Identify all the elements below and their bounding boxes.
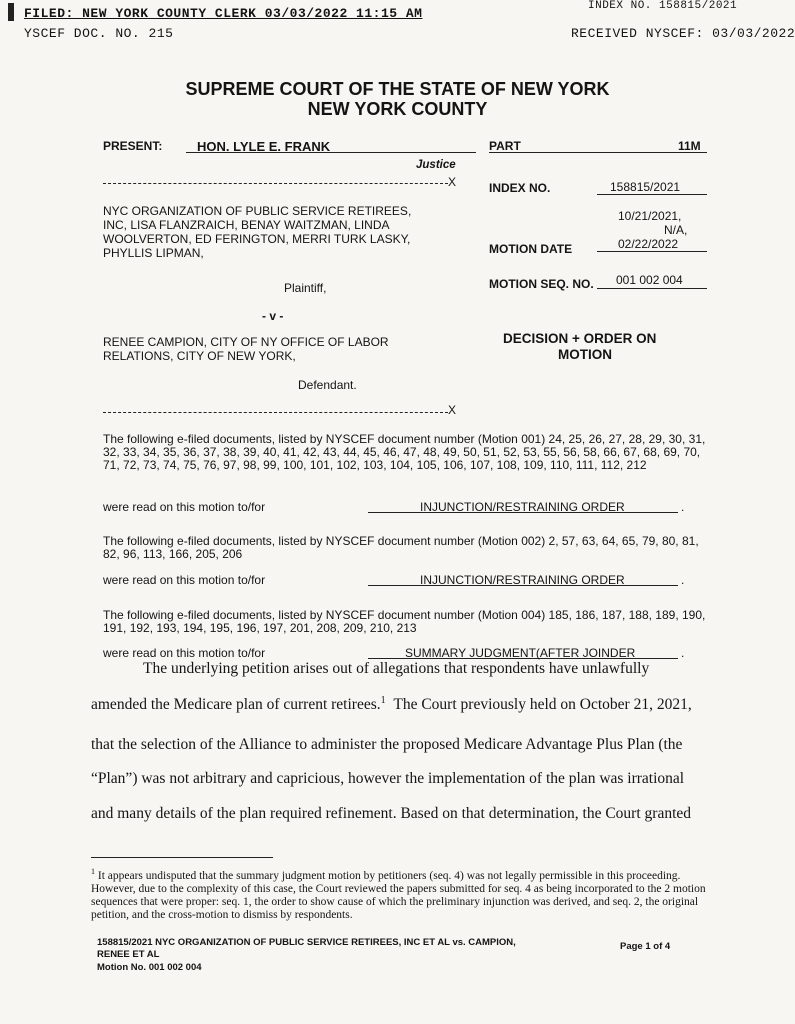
defendant-line-1: RENEE CAMPION, CITY OF NY OFFICE OF LABOR [103,335,389,349]
motion-date-underline [597,251,707,252]
body-line-2-text: amended the Medicare plan of current retirees. [91,696,381,714]
body-line-3: that the selection of the Alliance to administer the proposed Medicare Advantage Plus Plan (the [91,736,683,753]
motion-002-read-label: were read on this motion to/for [103,573,266,587]
motion-002-period: . [681,573,685,587]
judge-name: HON. LYLE E. FRANK [197,139,331,154]
part-underline [489,152,707,153]
motion-004-read-label: were read on this motion to/for [103,646,266,660]
motion-date-3: 02/22/2022 [618,237,679,251]
caption-x-bottom: X [448,403,457,417]
footnote-rule [91,857,273,858]
decision-title-2: MOTION [558,347,612,362]
motion-002-relief: INJUNCTION/RESTRAINING ORDER [420,573,625,587]
motion-date-2: N/A, [664,223,688,237]
county-title: NEW YORK COUNTY [307,99,488,119]
plaintiff-line-2: INC, LISA FLANZRAICH, BENAY WAITZMAN, LINDA [103,218,390,232]
caption-top-rule [103,183,448,184]
index-value: 158815/2021 [610,180,681,194]
justice-label: Justice [416,159,456,171]
footnote-ref: 1 [380,695,386,706]
footer-case-line-1: 158815/2021 NYC ORGANIZATION OF PUBLIC SERVICE RETIREES, INC ET AL vs. CAMPION, [97,937,516,948]
footer-case-line-2: RENEE ET AL [97,949,160,960]
body-line-4: “Plan”) was not arbitrary and capricious, however the implementation of the plan was irrational [91,770,685,787]
motion-001-period: . [681,500,685,514]
part-value: 11M [678,139,701,153]
motion-001-read-label: were read on this motion to/for [103,500,266,514]
defendant-line-2: RELATIONS, CITY OF NEW YORK, [103,349,296,363]
plaintiff-line-1: NYC ORGANIZATION OF PUBLIC SERVICE RETIREES, [103,204,412,218]
motion-004-documents: The following e-filed documents, listed by NYSCEF document number (Motion 004) 185, 186, 187, 188, 189, 190, 191, 192, 193, 194, 195, 196, 197, 201, 208, 209, 210, 213 [103,608,706,635]
part-label: PART [489,139,521,153]
motion-date-1: 10/21/2021, [618,209,682,223]
motion-001-documents: The following e-filed documents, listed by NYSCEF document number (Motion 001) 24, 25, 26, 27, 28, 29, 30, 31, 32, 33, 34, 35, 36, 37, 38, 39, 40, 41, 42, 43, 44, 45, 46, 47, 48, 49, 50, 51, 52, 53, 55, 56, 58, 66, 67, 68, 69, 70, 71, 72, 73, 74, 75, 76, 97, 98, 99, 100, 101, 102, 103, 104, 105, 106, 107, 108, 109, 110, 111, 112, 212 [103,432,706,472]
filed-stamp: FILED: NEW YORK COUNTY CLERK 03/03/2022 11:15 AM [24,6,423,21]
footer-page-number: Page 1 of 4 [620,941,671,952]
body-line-5: and many details of the plan required refinement. Based on that determination, the Court granted [91,805,692,822]
court-title: SUPREME COURT OF THE STATE OF NEW YORK [185,79,610,99]
footnote-text: It appears undisputed that the summary judgment motion by petitioners (seq. 4) was not legally permissible in this proceeding. However, due to the complexity of this case, the Court reviewed the papers submitted for seq. 4 as being incorporated to the 2 motion sequences that were proper: seq. 1, the order to show cause of which the preliminary injunction was derived, and seq. 2, the original petition, and the cross-motion to dismiss by respondents. [91,869,706,921]
motion-004-relief: SUMMARY JUDGMENT(AFTER JOINDER [405,646,636,660]
index-label: INDEX NO. [489,181,551,195]
seq-label: MOTION SEQ. NO. [489,277,594,291]
motion-004-period: . [681,646,685,660]
versus: - v - [262,309,284,323]
seq-underline [597,288,707,289]
motion-date-label: MOTION DATE [489,242,573,256]
plaintiff-line-3: WOOLVERTON, ED FERINGTON, MERRI TURK LASKY, [103,232,411,246]
index-underline [597,194,707,195]
plaintiff-label: Plaintiff, [284,281,327,295]
present-label: PRESENT: [103,139,163,153]
motion-001-relief: INJUNCTION/RESTRAINING ORDER [420,500,625,514]
seq-value: 001 002 004 [616,273,683,287]
footnote-marker: 1 [91,867,95,876]
plaintiff-line-4: PHYLLIS LIPMAN, [103,246,204,260]
motion-002-documents: The following e-filed documents, listed by NYSCEF document number (Motion 002) 2, 57, 63, 64, 65, 79, 80, 81, 82, 96, 113, 166, 205, 206 [103,534,699,561]
caption-x-top: X [448,175,457,189]
decision-title-1: DECISION + ORDER ON [503,331,657,346]
doc-number: YSCEF DOC. NO. 215 [24,26,174,41]
body-line-2 [91,695,692,714]
footnote [91,865,708,922]
index-stamp: INDEX NO. 158815/2021 [588,0,738,12]
body-line-1: The underlying petition arises out of allegations that respondents have unlawfully [143,660,650,677]
defendant-label: Defendant. [298,378,357,392]
caption-bottom-rule [103,412,448,413]
filing-mark [8,3,14,21]
body-line-2-continued: The Court previously held on October 21, 2021, [393,696,692,714]
footer-motion-line: Motion No. 001 002 004 [97,962,202,973]
received-stamp: RECEIVED NYSCEF: 03/03/2022 [571,26,795,41]
